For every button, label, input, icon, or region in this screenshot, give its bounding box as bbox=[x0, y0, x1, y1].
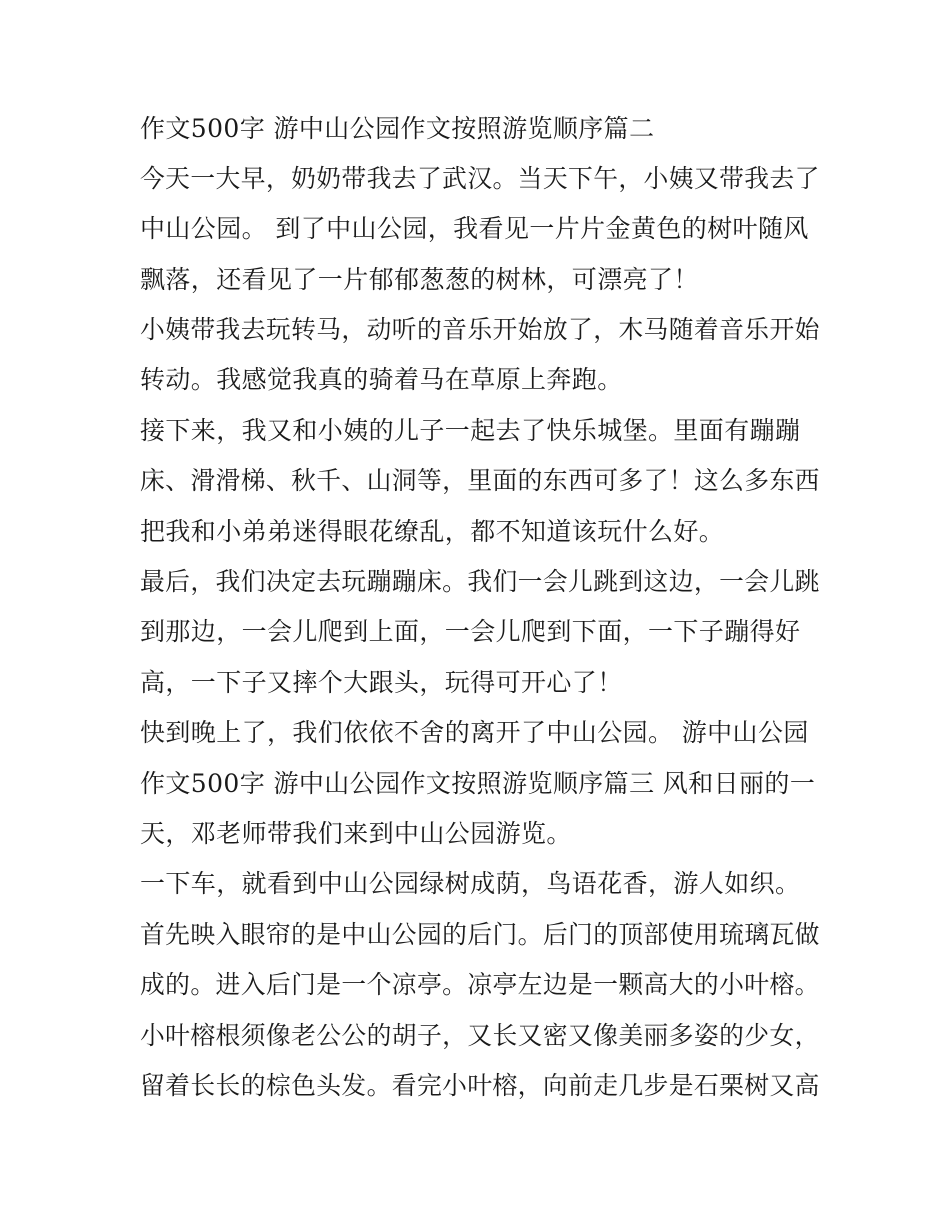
text-line: 留着长长的棕色头发。看完小叶榕，向前走几步是石栗树又高 bbox=[140, 1071, 820, 1100]
text-line: 中山公园。 到了中山公园，我看见一片片金黄色的树叶随风 bbox=[140, 214, 809, 243]
text-line: 首先映入眼帘的是中山公园的后门。后门的顶部使用琉璃瓦做 bbox=[140, 920, 820, 949]
text-line: 最后，我们决定去玩蹦蹦床。我们一会儿跳到这边，一会儿跳 bbox=[140, 567, 820, 596]
text-line: 小姨带我去玩转马，动听的音乐开始放了，木马随着音乐开始 bbox=[140, 315, 820, 344]
text-line: 天，邓老师带我们来到中山公园游览。 bbox=[140, 819, 572, 848]
text-line: 小叶榕根须像老公公的胡子，又长又密又像美丽多姿的少女， bbox=[140, 1021, 820, 1050]
text-line: 把我和小弟弟迷得眼花缭乱，都不知道该玩什么好。 bbox=[140, 517, 725, 546]
text-line: 一下车，就看到中山公园绿树成荫，鸟语花香，游人如织。 bbox=[140, 869, 801, 898]
text-line: 作文500字 游中山公园作文按照游览顺序篇三 风和日丽的一 bbox=[140, 769, 816, 798]
text-line: 转动。我感觉我真的骑着马在草原上奔跑。 bbox=[140, 365, 623, 394]
text-line: 今天一大早，奶奶带我去了武汉。当天下午，小姨又带我去了 bbox=[140, 164, 820, 193]
text-line: 成的。进入后门是一个凉亭。凉亭左边是一颗高大的小叶榕。 bbox=[140, 970, 820, 999]
text-line: 高，一下子又摔个大跟头，玩得可开心了！ bbox=[140, 668, 623, 697]
text-line: 飘落，还看见了一片郁郁葱葱的树林，可漂亮了！ bbox=[140, 265, 699, 294]
text-line: 到那边，一会儿爬到上面，一会儿爬到下面，一下子蹦得好 bbox=[140, 617, 801, 646]
text-line: 床、滑滑梯、秋千、山洞等，里面的东西可多了！这么多东西 bbox=[140, 466, 820, 495]
text-line: 接下来，我又和小姨的儿子一起去了快乐城堡。里面有蹦蹦 bbox=[140, 416, 801, 445]
text-line: 快到晚上了，我们依依不舍的离开了中山公园。 游中山公园 bbox=[140, 718, 809, 747]
text-line: 作文500字 游中山公园作文按照游览顺序篇二 bbox=[140, 114, 655, 143]
